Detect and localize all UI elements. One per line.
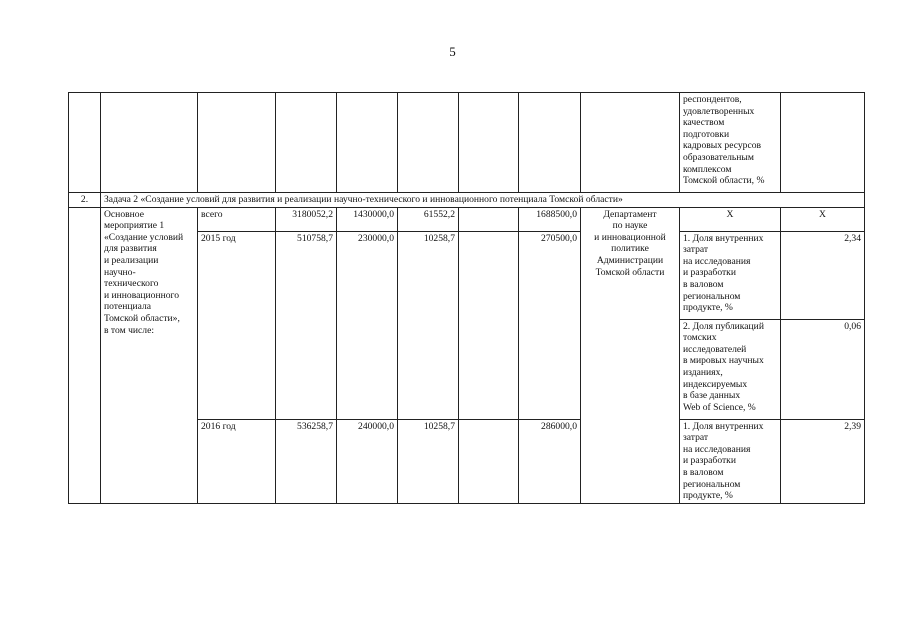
regional-cell: 10258,7 — [398, 419, 459, 503]
indicator-name-cell: X — [680, 207, 781, 231]
period-cell: 2015 год — [198, 231, 276, 419]
indicator-line: 2. Доля публикаций — [683, 320, 764, 332]
indicator-line: продукте, % — [683, 490, 733, 502]
indicator-line: томских — [683, 332, 717, 344]
indicator-line: и разработки — [683, 267, 736, 279]
indicator-line: в мировых научных — [683, 355, 764, 367]
indicator-line: изданиях, — [683, 366, 723, 378]
indicator-name-cell — [680, 419, 781, 503]
responsible-cell — [581, 207, 680, 503]
task-title: Задача 2 «Создание условий для развития и реализации научно-технического и инновационного потенциала Томской области» — [101, 193, 865, 208]
cell-period-empty — [198, 93, 276, 193]
cell-number-empty — [69, 93, 101, 193]
indicator-line: продукте, % — [683, 302, 733, 314]
responsible-line: Администрации — [596, 254, 664, 266]
indicator-line: и разработки — [683, 455, 736, 467]
indicator-line: индексируемых — [683, 378, 748, 390]
measure-line: «Создание условий — [104, 231, 184, 243]
cell-number-empty — [69, 207, 101, 503]
indicator-line: образовательным — [683, 151, 754, 163]
cell-name-empty — [101, 93, 198, 193]
indicator-line: Web of Science, % — [683, 401, 756, 413]
continuation-row — [69, 93, 865, 193]
other-cell: 270500,0 — [519, 231, 581, 419]
task-number: 2. — [69, 193, 101, 208]
indicator-value-cell: X — [781, 207, 865, 231]
indicator-line: 1. Доля внутренних — [683, 420, 764, 432]
regional-cell: 10258,7 — [398, 231, 459, 419]
federal-cell: 240000,0 — [337, 419, 398, 503]
indicator-line: 1. Доля внутренних — [683, 232, 764, 244]
period-cell: всего — [198, 207, 276, 231]
responsible-line: Департамент — [603, 208, 657, 220]
regional-cell: 61552,2 — [398, 207, 459, 231]
measure-line: потенциала — [104, 301, 152, 313]
indicator-value-empty — [781, 93, 865, 193]
federal-cell: 1430000,0 — [337, 207, 398, 231]
indicator-line: региональном — [683, 478, 741, 490]
indicator-line: в базе данных — [683, 390, 741, 402]
other-cell: 286000,0 — [519, 419, 581, 503]
total-cell: 536258,7 — [276, 419, 337, 503]
indicator-line: в валовом — [683, 466, 724, 478]
measure-line: мероприятие 1 — [104, 220, 165, 232]
cell-other-empty — [519, 93, 581, 193]
measure-line: и инновационного — [104, 289, 180, 301]
measure-line: для развития — [104, 243, 157, 255]
cell-regional-empty — [398, 93, 459, 193]
indicator-value-cell: 0,06 — [781, 319, 865, 419]
measure-line: и реализации — [104, 254, 159, 266]
measure-line: технического — [104, 278, 159, 290]
responsible-line: и инновационной — [594, 231, 666, 243]
indicator-line: респондентов, — [683, 94, 742, 105]
local-cell — [459, 207, 519, 231]
indicator-name-cell — [680, 319, 781, 419]
indicator-line: затрат — [683, 432, 709, 444]
indicator-line: удовлетворенных — [683, 105, 755, 117]
indicator-line: качеством — [683, 117, 725, 129]
other-cell: 1688500,0 — [519, 207, 581, 231]
local-cell — [459, 419, 519, 503]
responsible-line: Томской области — [595, 266, 665, 278]
measure-name-cell — [101, 207, 198, 503]
page-number: 5 — [449, 44, 456, 59]
indicator-value-cell: 2,39 — [781, 419, 865, 503]
indicator-name-cell — [680, 93, 781, 193]
total-cell: 3180052,2 — [276, 207, 337, 231]
indicator-line: в валовом — [683, 278, 724, 290]
measure-line: научно- — [104, 266, 136, 278]
table-row-total — [69, 207, 865, 231]
indicator-line: региональном — [683, 290, 741, 302]
indicator-name-cell — [680, 231, 781, 319]
measure-line: в том числе: — [104, 324, 155, 336]
indicator-line: кадровых ресурсов — [683, 140, 762, 152]
cell-federal-empty — [337, 93, 398, 193]
indicator-line: подготовки — [683, 128, 730, 140]
program-table — [68, 92, 865, 504]
measure-line: Томской области», — [104, 312, 180, 324]
cell-responsible-empty — [581, 93, 680, 193]
cell-total-empty — [276, 93, 337, 193]
task-row — [69, 193, 865, 208]
responsible-line: политике — [611, 243, 649, 255]
local-cell — [459, 231, 519, 419]
indicator-line: на исследования — [683, 255, 751, 267]
period-cell: 2016 год — [198, 419, 276, 503]
indicator-line: комплексом — [683, 163, 732, 175]
federal-cell: 230000,0 — [337, 231, 398, 419]
indicator-line: исследователей — [683, 343, 747, 355]
measure-line: Основное — [104, 208, 144, 220]
cell-local-empty — [459, 93, 519, 193]
total-cell: 510758,7 — [276, 231, 337, 419]
indicator-line: на исследования — [683, 443, 751, 455]
indicator-line: Томской области, % — [683, 175, 765, 187]
indicator-line: затрат — [683, 244, 709, 256]
indicator-value-cell: 2,34 — [781, 231, 865, 319]
responsible-line: по науке — [612, 220, 648, 232]
